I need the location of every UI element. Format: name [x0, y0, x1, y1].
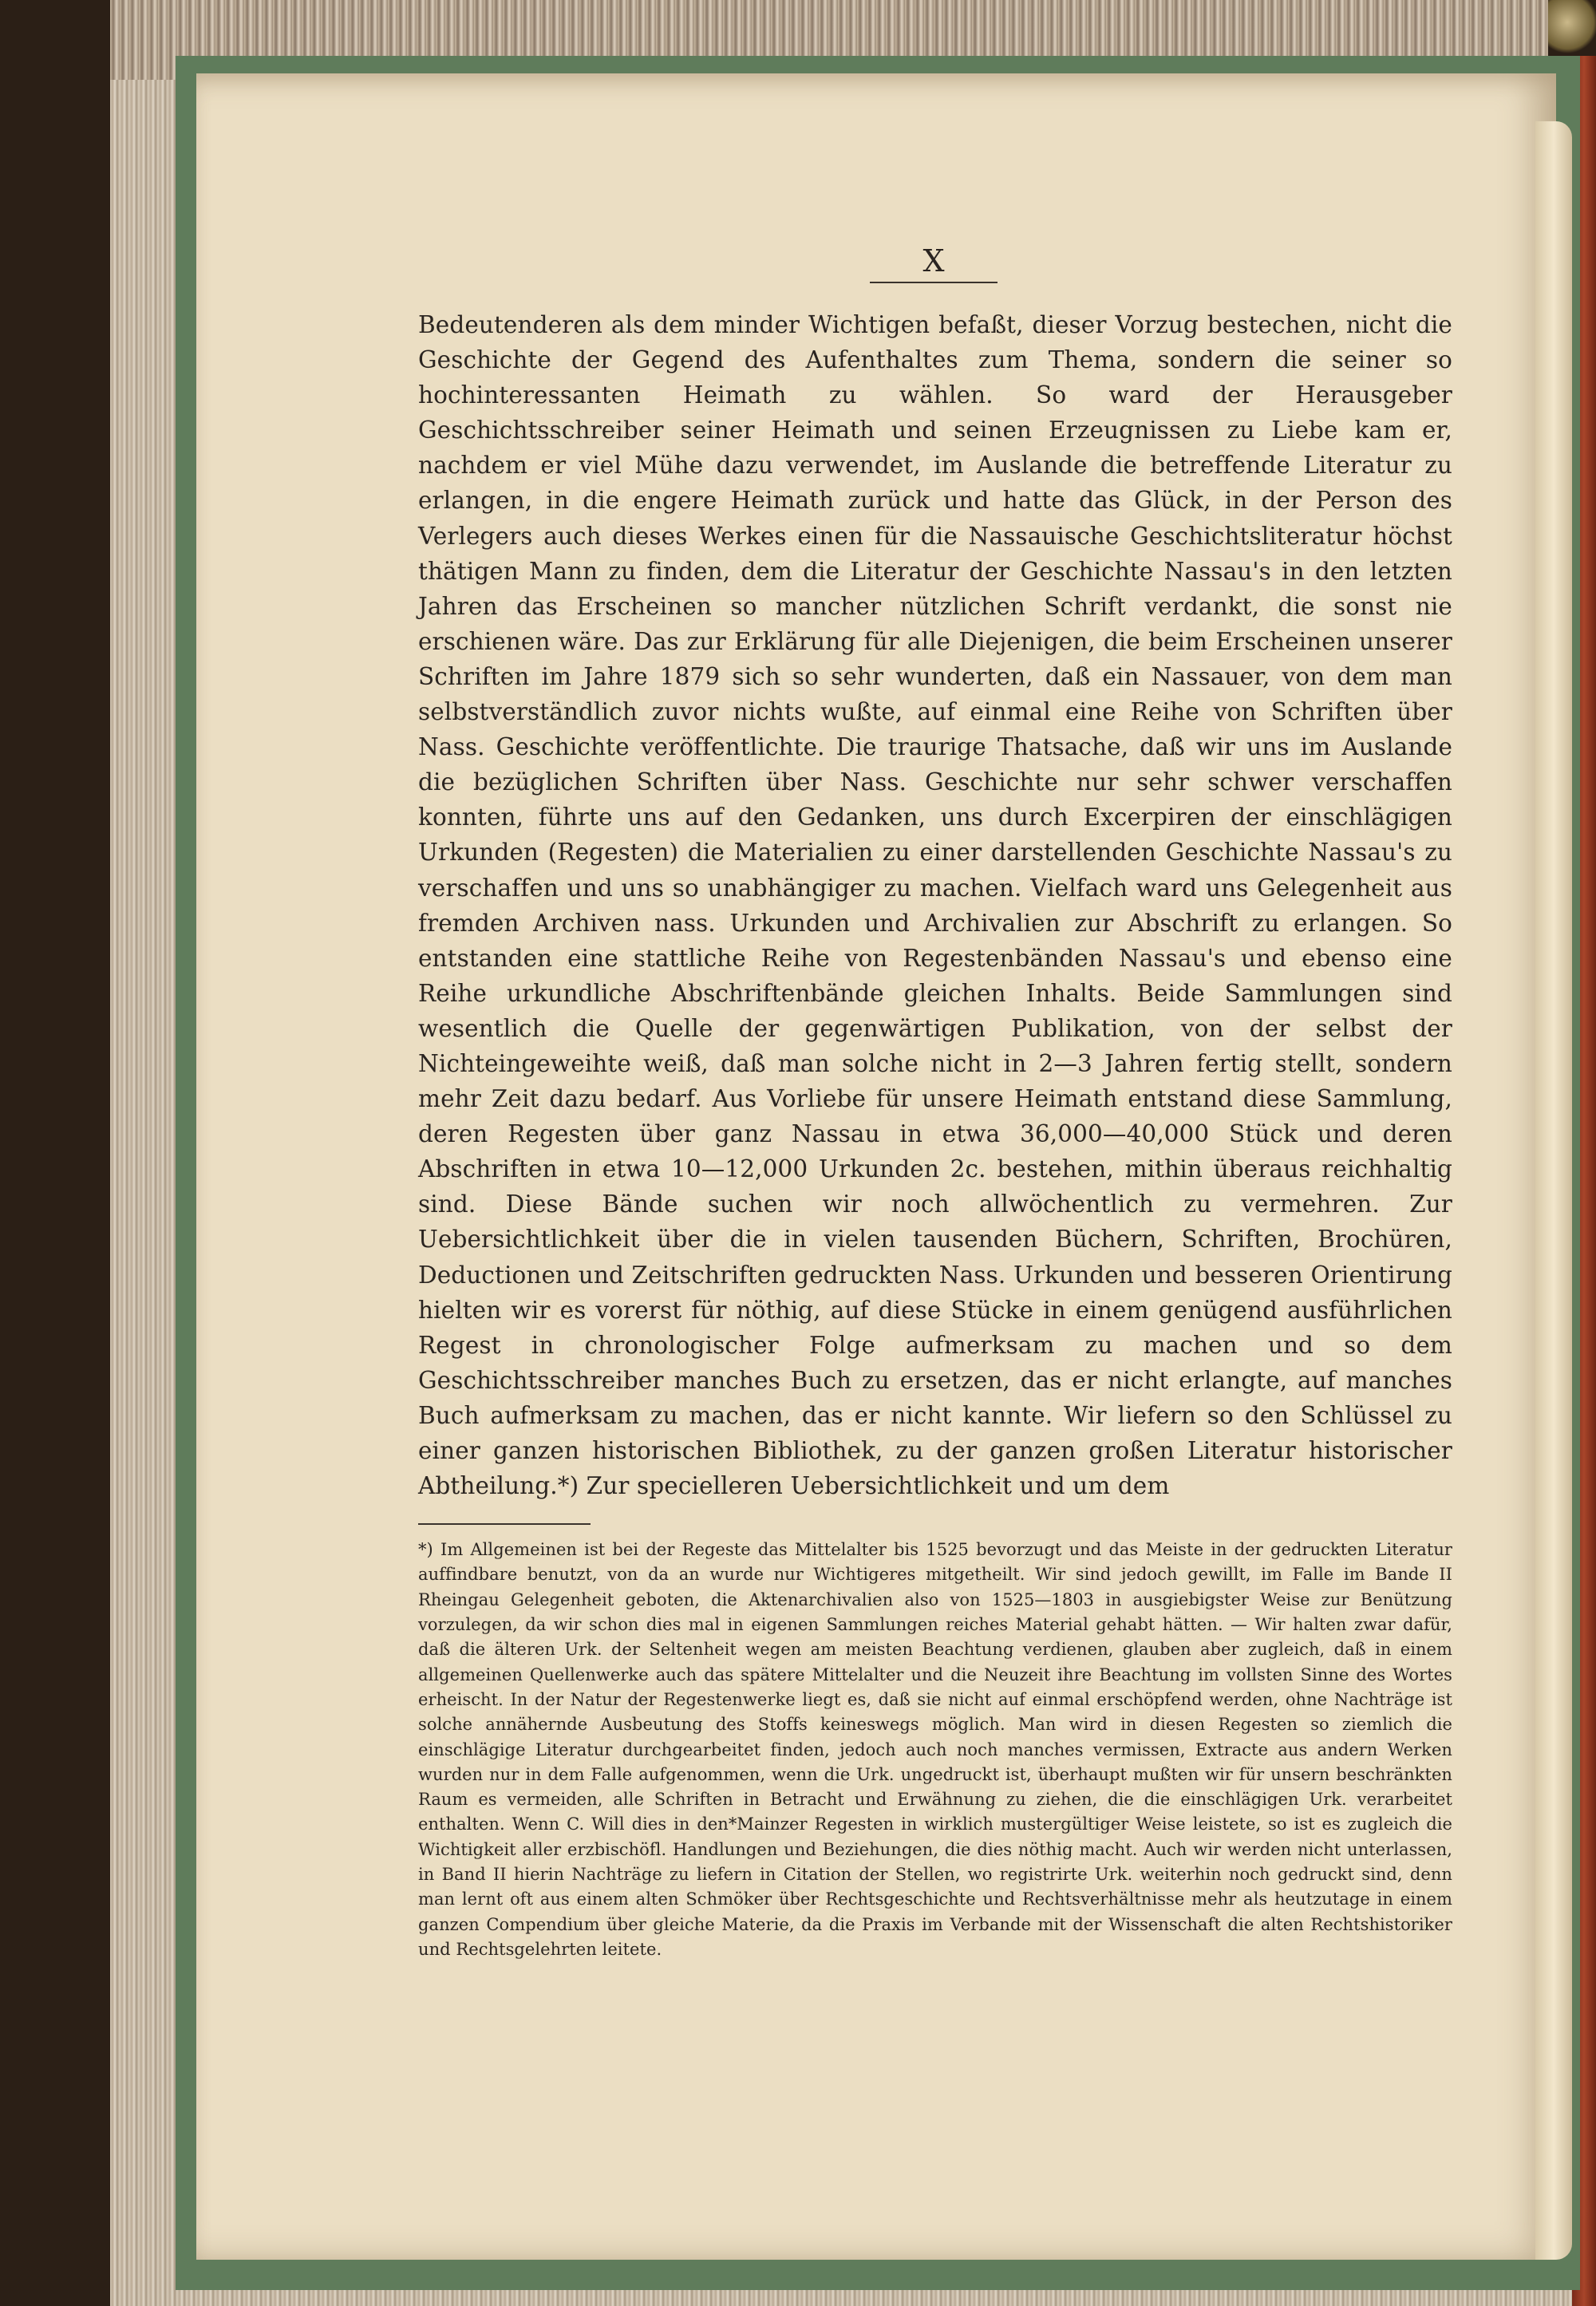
footnote-rule — [418, 1523, 591, 1525]
clasp-ornament — [1548, 0, 1596, 56]
page-content — [418, 243, 1452, 1962]
body-text: Bedeutenderen als dem minder Wichtigen befaßt, dieser Vorzug bestechen, nicht die Geschichte der Gegend des Aufenthaltes zum Thema, sondern die seiner so hochinteressanten Heimath zu wählen. So ward der Herausgeber Geschichtsschreiber seiner Heimath und seinen Erzeugnissen zu Liebe kam er, nachdem er viel Mühe dazu verwendet, im Auslande die betreffende Literatur zu erlangen, in die engere Heimath zurück und hatte das Glück, in der Person des Verlegers auch dieses Werkes einen für die Nassauische Geschichtsliteratur höchst thätigen Mann zu finden, dem die Literatur der Geschichte Nassau's in den letzten Jahren das Erscheinen so mancher nützlichen Schrift verdankt, die sonst nie erschienen wäre. Das zur Erklärung für alle Diejenigen, die beim Erscheinen unserer Schriften im Jahre 1879 sich so sehr wunderten, daß ein Nassauer, von dem man selbstverständlich zuvor nichts wußte, auf einmal eine Reihe von Schriften über Nass. Geschichte veröffentlichte. Die traurige Thatsache, daß wir uns im Auslande die bezüglichen Schriften über Nass. Geschichte nur sehr schwer verschaffen konnten, führte uns auf den Gedanken, uns durch Excerpiren der einschlägigen Urkunden (Regesten) die Materialien zu einer darstellenden Geschichte Nassau's zu verschaffen und uns so unabhängiger zu machen. Vielfach ward uns Gelegenheit aus fremden Archiven nass. Urkunden und Archivalien zur Abschrift zu erlangen. So entstanden eine stattliche Reihe von Regestenbänden Nassau's und ebenso eine Reihe urkundliche Abschriftenbände gleichen Inhalts. Beide Sammlungen sind wesentlich die Quelle der gegenwärtigen Publikation, von der selbst der Nichteingeweihte weiß, daß man solche nicht in 2—3 Jahren fertig stellt, sondern mehr Zeit dazu bedarf. Aus Vorliebe für unsere Heimath entstand diese Sammlung, deren Regesten über ganz Nassau in etwa 36,000—40,000 Stück und deren Abschriften in etwa 10—12,000 Urkunden 2c. bestehen, mithin überaus reichhaltig sind. Diese Bände suchen wir noch allwöchentlich zu vermehren. Zur Uebersichtlichkeit über die in vielen tausenden Büchern, Schriften, Brochüren, Deductionen und Zeitschriften gedruckten Nass. Urkunden und besseren Orientirung hielten wir es vorerst für nöthig, auf diese Stücke in einem genügend ausführlichen Regest in chronologischer Folge aufmerksam zu machen und so dem Geschichtsschreiber manches Buch zu ersetzen, das er nicht erlangte, auf manches Buch aufmerksam zu machen, das er nicht kannte. Wir liefern so den Schlüssel zu einer ganzen historischen Bibliothek, zu der ganzen großen Literatur historischer Abtheilung.*) Zur specielleren Uebersichtlichkeit und um dem — [418, 311, 1452, 1500]
page-number: X — [870, 243, 998, 283]
footnote-text: *) Im Allgemeinen ist bei der Regeste das Mittelalter bis 1525 bevorzugt und das Meiste in der gedruckten Literatur auffindbare benutzt, von da an wurde nur Wichtigeres mitgetheilt. Wir sind jedoch gewillt, im Falle im Bande II Rheingau Gelegenheit geboten, die Aktenarchivalien also von 1525—1803 in ausgiebigster Weise zur Benützung vorzulegen, da wir schon dies mal in eigenen Sammlungen reiches Material gehabt hätten. — Wir halten zwar dafür, daß die älteren Urk. der Seltenheit wegen am meisten Beachtung verdienen, glauben aber zugleich, daß in einem allgemeinen Quellenwerke auch das spätere Mittelalter und die Neuzeit ihre Beachtung im vollsten Sinne des Wortes erheischt. In der Natur der Regestenwerke liegt es, daß sie nicht auf einmal erschöpfend werden, ohne Nachträge ist solche annähernde Ausbeutung des Stoffs keineswegs möglich. Man wird in diesen Regesten so ziemlich die einschlägige Literatur durchgearbeitet finden, jedoch auch noch manches vermissen, Extracte aus andern Werken wurden nur in dem Falle aufgenommen, wenn die Urk. ungedruckt ist, überhaupt mußten wir für unsern beschränkten Raum es vermeiden, alle Schriften in Betracht und Erwähnung zu ziehen, die die einschlägigen Urk. verarbeitet enthalten. Wenn C. Will dies in den*Mainzer Regesten in wirklich mustergültiger Weise leistete, so ist es zugleich die Wichtigkeit aller erzbischöfl. Handlungen und Beziehungen, die dies nöthig macht. Auch wir werden nicht unterlassen, in Band II hierin Nachträge zu liefern in Citation der Stellen, wo registrirte Urk. weiterhin noch gedruckt sind, denn man lernt oft aus einem alten Schmöker über Rechtsgeschichte und Rechtsverhältnisse mehr als heutzutage in einem ganzen Compendium über gleiche Materie, da die Praxis im Verbande mit der Wissenschaft die alten Rechtshistoriker und Rechtsgelehrten leitete. — [418, 1540, 1452, 1959]
page-fore-edge — [1535, 121, 1572, 2260]
